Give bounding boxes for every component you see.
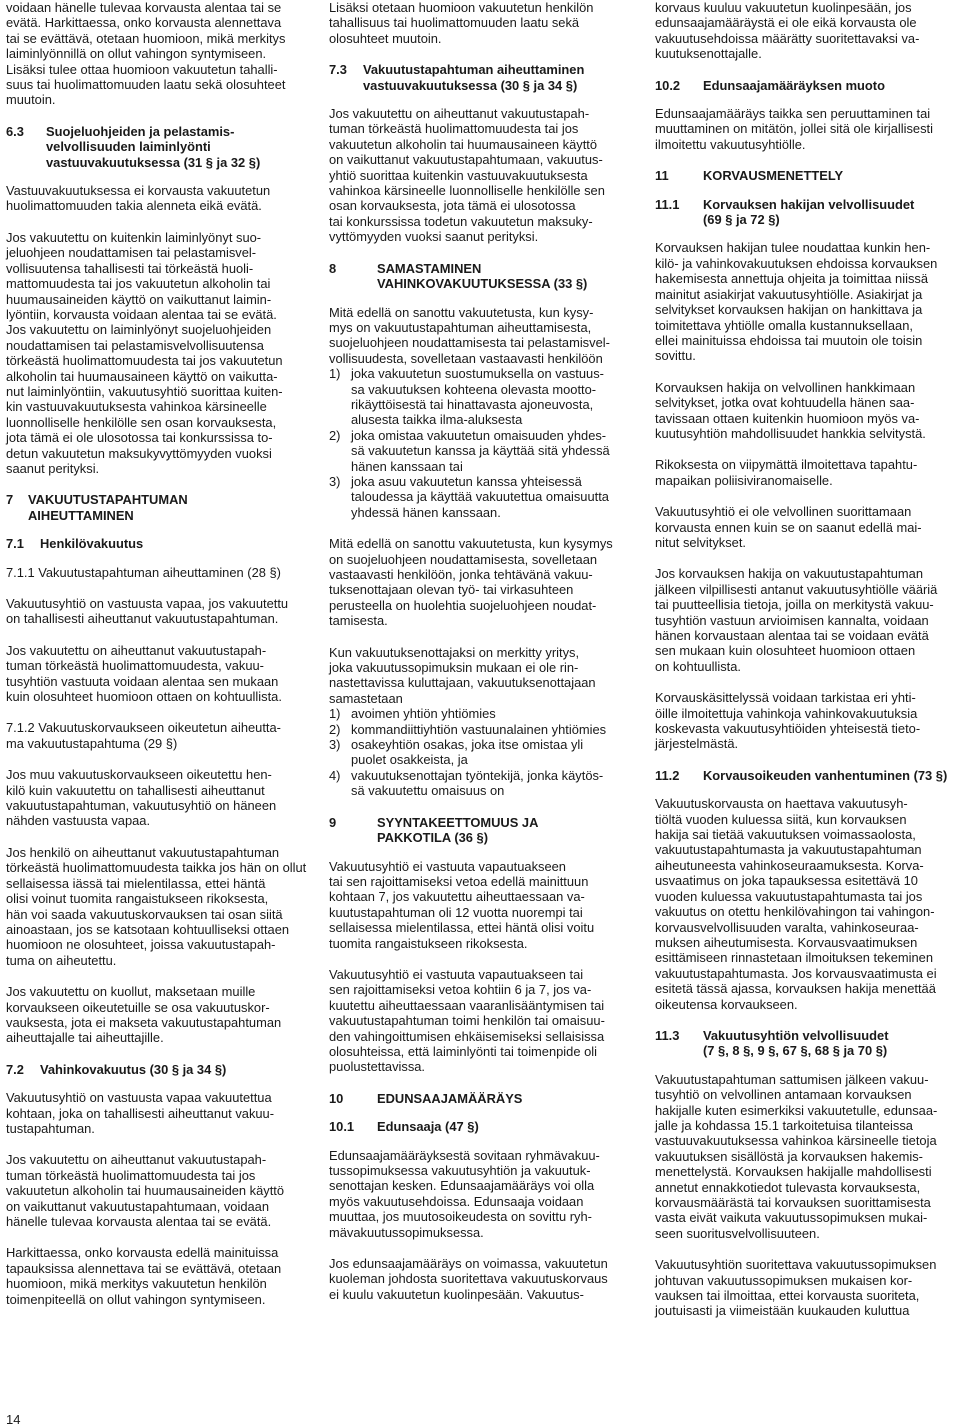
- list-text: joka vakuutetun suostumuksella on vastuus- sa vakuutuksen kohteena olevasta mootto- rikäyttöisestä tai hinattavasta ajoneuvosta, alusesta taikka ilma-aluksesta: [351, 366, 604, 428]
- section-title: Vakuutustapahtuman aiheuttaminen vastuuvakuutuksessa (30 § ja 34 §): [363, 62, 585, 93]
- column-right: [655, 0, 958, 1335]
- section-heading-10-1: [329, 1119, 633, 1134]
- section-number: 7: [6, 492, 14, 508]
- section-number: 10.1: [329, 1119, 355, 1135]
- list-item: [329, 706, 633, 721]
- section-number: 11.3: [655, 1027, 680, 1043]
- paragraph: Korvauskäsittelyssä voidaan tarkistaa eri yhti- öille ilmoitettuja vahinkoja vahinkovakuutuksia koskevasta vakuutusyhtiöiden yhteisestä tieto- järjestelmästä.: [655, 690, 921, 752]
- paragraph: Vakuutuskorvausta on haettava vakuutusyh- tiöltä vuoden kuluessa siitä, kun korvauksen hakija sai tietää vakuutuksen voimassaolosta, vakuutustapahtumasta ja vakuutustapahtuman aiheutuneesta vahinkoseuraamuksesta. Korva- usvaatimus on joka tapauksessa esitettävä 10 vuoden kuluessa vakuutustapahtumasta tai jos vakuutus on otettu henkilövahingon tai vahingon- korvausvelvollisuuden varalta, vahinkoseuraa- muksen aiheutumisesta. Korvausvaatimuksen esittämiseen rinnastetaan ilmoituksen tekeminen vakuutustapahtumasta. Jos korvausvaatimusta ei esitetä tässä ajassa, korvauksen hakija menettää oikeutensa korvaukseen.: [655, 796, 937, 1012]
- section-title: KORVAUSMENETTELY: [703, 168, 844, 184]
- section-title: EDUNSAAJAMÄÄRÄYS: [377, 1090, 523, 1106]
- section-heading-7-3: [329, 62, 633, 93]
- section-heading-7-1: [6, 536, 309, 551]
- subsection-heading-7-1-1: 7.1.1 Vakuutustapahtuman aiheuttaminen (28 §): [6, 564, 281, 580]
- section-heading-10: [329, 1091, 633, 1106]
- section-number: 11.2: [655, 767, 680, 783]
- section-title: Edunsaaja (47 §): [377, 1119, 479, 1135]
- paragraph: Harkittaessa, onko korvausta edellä mainituissa tapauksissa alennettava tai se evättävä, otetaan huomioon, mikä merkitys vakuutetun henkilön toimenpiteellä on ollut vahingon syntymiseen.: [6, 1245, 282, 1307]
- paragraph: Jos edunsaajamääräys on voimassa, vakuutetun kuoleman johdosta suoritettava vakuutuskorvaus ei kuulu vakuutetun kuolinpesään. Vakuutus-: [329, 1256, 608, 1302]
- list-item: [329, 428, 633, 474]
- section-title: Vakuutusyhtiön velvollisuudet (7 §, 8 §, 9 §, 67 §, 68 § ja 70 §): [703, 1027, 889, 1059]
- paragraph: Vakuutustapahtuman sattumisen jälkeen vakuu- tusyhtiö on velvollinen antamaan korvauksen hakijalle kuten esimerkiksi vakuutetulle, edunsaa- jalle ja kohdassa 15.1 tarkoitetuisa tilanteissa vastuuvakuutuksessa vahinkoa kärsineelle tietoja vakuutuksen sisällöstä ja korvauksen hakemis- menettelystä. Korvauksen hakijalle mahdollisesti annetut ennakkotiedot tulevasta korvauksesta, korvausmäärästä tai korvauksen suorittamisesta vasta eivät vaikuta vakuutussopimuksen mukai- seen suoritusvelvollisuuteen.: [655, 1071, 938, 1241]
- section-heading-7-2: [6, 1062, 309, 1077]
- paragraph: Edunsaajamääräys taikka sen peruuttaminen tai muuttaminen on mitätön, jollei sitä ole kirjallisesti ilmoitettu vakuutusyhtiölle.: [655, 106, 933, 152]
- paragraph: Vakuutusyhtiö on vastuusta vapaa, jos vakuutettu on tahallisesti aiheuttanut vakuutustapahtuman.: [6, 596, 289, 627]
- paragraph: Lisäksi otetaan huomioon vakuutetun henkilön tahallisuus tai huolimattomuuden laatu sekä olosuhteet muutoin.: [329, 0, 594, 46]
- section-number: 7.2: [6, 1061, 24, 1077]
- list-item: [329, 768, 633, 799]
- section-heading-7: [6, 492, 309, 523]
- list-text: avoimen yhtiön yhtiömies: [351, 706, 496, 722]
- column-left: [6, 0, 309, 1323]
- list-marker: 4): [329, 767, 341, 783]
- list-marker: 2): [329, 427, 341, 443]
- column-middle: [329, 0, 633, 1318]
- paragraph: Korvauksen hakija on velvollinen hankkimaan selvitykset, jotka ovat kohtuudella hänen saa- tavissaan ottaen kuitenkin huomioon myös va- kuutusyhtiön mahdollisuudet hankkia selvitystä.: [655, 379, 926, 441]
- paragraph: voidaan hänelle tulevaa korvausta alentaa tai se evätä. Harkittaessa, onko korvausta alennettava tai se evättävä, otetaan huomioon, mikä merkitys laiminlyönnillä on ollut vahingon syntymiseen. Lisäksi tulee ottaa huomioon vakuutetun tahalli- suus tai huolimattomuuden laatu sekä olosuhteet muutoin.: [6, 0, 286, 108]
- list-marker: 3): [329, 473, 341, 489]
- list-marker: 3): [329, 737, 341, 753]
- paragraph: Vakuutusyhtiö ei vastuuta vapautuakseen tai sen rajoittamiseksi vetoa kohtiin 6 ja 7, jos va- kuutettu aiheuttaessaan vaaranlisääntymisen tai vakuutustapahtuman toimi henkilön tai omaisuu- den vahingoittumisen ehkäisemiseksi sellaisissa olosuhteissa, että laiminlyönti tai toimenpide oli puolustettavissa.: [329, 966, 605, 1075]
- section-heading-10-2: [655, 78, 958, 93]
- list-text: osakeyhtiön osakas, joka itse omistaa yli puolet osakkeista, ja: [351, 737, 584, 768]
- section-heading-6-3: [6, 124, 309, 170]
- section-title: SAMASTAMINEN VAHINKOVAKUUTUKSESSA (33 §): [377, 260, 588, 292]
- list-item: [329, 474, 633, 520]
- page-number: 14: [6, 1412, 21, 1427]
- list-item: [329, 366, 633, 428]
- list-text: kommandiittiyhtiön vastuunalainen yhtiömies: [351, 721, 607, 737]
- paragraph: Mitä edellä on sanottu vakuutetusta, kun kysymys on suojeluohjeen noudattamisesta, sovelletaan vastaavasti henkilöön, jonka tehtävänä vakuu- tuksenottajaan olevan työ- tai virkasuhteen perusteella on huolehtia suojeluohjeen noudat- tamisesta.: [329, 536, 613, 629]
- section-number: 7.1: [6, 536, 24, 552]
- section-title: Vahinkovakuutus (30 § ja 34 §): [40, 1061, 227, 1077]
- paragraph: Vakuutusyhtiö ei vastuuta vapautuakseen tai sen rajoittamiseksi vetoa edellä mainittuun kohtaan 7, jos vakuutettu aiheuttaessaan va- kuutustapahtuman oli 12 vuotta nuorempi tai sellaisessa mielentilassa, ettei häntä olisi voitu tuomita rangaistukseen rikoksesta.: [329, 858, 595, 951]
- list-item: [329, 722, 633, 737]
- section-title: Edunsaajamääräyksen muoto: [703, 77, 885, 93]
- section-number: 7.3: [329, 62, 347, 78]
- section-title: VAKUUTUSTAPAHTUMAN AIHEUTTAMINEN: [28, 492, 188, 523]
- samastus-list: [329, 366, 633, 520]
- samastus-yritys-list: [329, 706, 633, 798]
- section-number: 11.1: [655, 196, 680, 212]
- paragraph: Jos korvauksen hakija on vakuutustapahtuman jälkeen vilpillisesti antanut vakuutusyhtiölle vääriä tai puutteellisia tietoja, joilla on merkitystä vakuu- tusyhtiön vastuun arvioimisen kannalta, voidaan hänen korvaustaan alentaa tai se voidaan evätä sen mukaan kuin olosuhteet huomioon ottaen on kohtuullista.: [655, 566, 938, 674]
- section-heading-11-3: [655, 1028, 958, 1059]
- section-number: 10.2: [655, 77, 681, 93]
- paragraph: Jos vakuutettu on kuollut, maksetaan muille korvaukseen oikeutetuille se osa vakuutuskor- vauksesta, jota ei makseta vakuutustapahtuman aiheuttajalle tai aiheuttajille.: [6, 984, 282, 1046]
- section-title: Suojeluohjeiden ja pelastamis- velvollisuuden laiminlyönti vastuuvakuutuksessa (31 § ja 32 §): [46, 123, 261, 170]
- list-marker: 1): [329, 706, 341, 722]
- paragraph: Vastuuvakuutuksessa ei korvausta vakuutetun huolimattomuuden takia alenneta eikä evätä.: [6, 183, 271, 214]
- paragraph: Korvauksen hakijan tulee noudattaa kunkin hen- kilö- ja vahinkovakuutuksen ehdoissa korvauksen hakemisesta annettuja ohjeita ja toimittaa niissä mainitut asiakirjat vakuutusyhtiölle. Asiakirjat ja selvitykset korvauksen hakijan on hankittava ja toimitettava yhtiölle omalla kustannuksellaan, ellei mainituissa ehdoissa tai muutoin ole toisin sovittu.: [655, 240, 938, 364]
- section-heading-11-2: [655, 768, 958, 783]
- list-marker: 1): [329, 366, 341, 382]
- section-title: SYYNTAKEETTOMUUS JA PAKKOTILA (36 §): [377, 814, 539, 846]
- section-title: Korvauksen hakijan velvollisuudet (69 § ja 72 §): [703, 196, 915, 228]
- paragraph: Vakuutusyhtiö ei ole velvollinen suorittamaan korvausta ennen kuin se on saanut edellä mai- nitut selvitykset.: [655, 504, 922, 550]
- paragraph: Edunsaajamääräyksestä sovitaan ryhmävakuu- tussopimuksessa vakuutusyhtiön ja vakuutuk- senottajan kesken. Edunsaajamääräys voi olla myös vakuutusehdoissa. Edunsaaja voidaan muuttaa, jos muutosoikeudesta on sovittu ryh- mävakuutussopimuksessa.: [329, 1147, 600, 1240]
- list-text: vakuutuksenottajan työntekijä, jonka käytös- sä vakuutettu omaisuus on: [351, 767, 604, 799]
- section-heading-9: [329, 815, 633, 846]
- section-title: Henkilövakuutus: [40, 536, 144, 552]
- paragraph: Jos muu vakuutuskorvaukseen oikeutettu hen- kilö kuin vakuutettu on tahallisesti aiheuttanut vakuutustapahtuman, vakuutusyhtiö on häneen nähden vastuusta vapaa.: [6, 767, 277, 829]
- paragraph: Jos vakuutettu on kuitenkin laiminlyönyt suo- jeluohjeen noudattamisen tai pelastamisvel- vollisuutensa tahallisesti tai törkeästä huoli- mattomuudesta tai jos vakuutetun alkoholin tai huumausaineiden käyttö on vaikuttanut laimin- lyöntiin, korvausta voidaan alentaa tai se evätä. Jos vakuutettu on laiminlyönyt suojeluohjeiden noudattamisen tai pelastamisvelvollisuutensa törkeästä huolimattomuudesta tai jos vakuutetun alkoholin tai huumausaineen käyttö on vaikutta- nut laiminlyöntiin, vakuutusyhtiö suorittaa kuiten- kin vastuuvakuutuksesta vahinkoa kärsineelle luonnolliselle henkilölle sen osan korvauksesta, jota tämä ei ole ulosotossa tai konkurssissa to- detun vakuutetun maksukyvyttömyyden vuoksi saanut perityksi.: [6, 229, 283, 476]
- section-number: 10: [329, 1090, 344, 1106]
- paragraph: Jos vakuutettu on aiheuttanut vakuutustapah- tuman törkeästä huolimattomuudesta tai jos vakuutetun alkoholin tai huumausaineen käyttö on vaikuttanut vakuutustapahtumaan, vakuutus- yhtiö suorittaa kuitenkin vastuuvakuutuksesta vahinkoa kärsineelle luonnolliselle henkilölle sen osan korvauksesta, jota tämä ei ulosotossa tai konkurssissa todetun vakuutetun maksuky- vyttömyyden vuoksi saanut perityksi.: [329, 106, 605, 245]
- subsection-heading-7-1-2: 7.1.2 Vakuutuskorvaukseen oikeutetun aiheutta- ma vakuutustapahtuma (29 §): [6, 720, 281, 751]
- list-text: joka asuu vakuutetun kanssa yhteisessä taloudessa ja käyttää vakuutettua omaisuutta yhdessä hänen kanssaan.: [351, 473, 609, 520]
- paragraph: Vakuutusyhtiö on vastuusta vapaa vakuutettua kohtaan, joka on tahallisesti aiheuttanut vakuu- tustapahtuman.: [6, 1090, 275, 1136]
- section-heading-11-1: [655, 197, 958, 228]
- section-title: Korvausoikeuden vanhentuminen (73 §): [703, 767, 948, 783]
- paragraph: Kun vakuutuksenottajaksi on merkitty yritys, joka vakuutussopimuksin mukaan ei ole rin- nastettavissa kuluttajaan, vakuutuksenottajaan samastetaan: [329, 644, 596, 706]
- list-marker: 2): [329, 721, 341, 737]
- paragraph: Vakuutusyhtiön suoritettava vakuutussopimuksen johtuvan vakuutussopimuksen mukaisen kor- vauksen tai ilmoittaa, ettei korvausta suoriteta, joutuisasti ja viimeistään kuukauden kuluttua: [655, 1257, 937, 1319]
- paragraph: Jos vakuutettu on aiheuttanut vakuutustapah- tuman törkeästä huolimattomuudesta, vakuu- tusyhtiön vastuuta voidaan alentaa sen mukaan kuin olosuhteet huomioon ottaen on kohtuullista.: [6, 642, 282, 705]
- section-number: 8: [329, 260, 337, 276]
- section-number: 6.3: [6, 123, 24, 139]
- list-text: joka omistaa vakuutetun omaisuuden yhdes- sä vakuutetun kanssa ja käyttää sitä yhdessä hänen kanssaan tai: [351, 427, 610, 474]
- section-number: 11: [655, 168, 669, 184]
- list-item: [329, 737, 633, 768]
- paragraph: Jos vakuutettu on aiheuttanut vakuutustapah- tuman törkeästä huolimattomuudesta tai jos vakuutetun alkoholin tai huumausaineiden käyttö on vaikuttanut vakuutustapahtumaan, voidaan hänelle tulevaa korvausta alentaa tai se evätä.: [6, 1152, 285, 1229]
- paragraph: korvaus kuuluu vakuutetun kuolinpesään, jos edunsaajamääräystä ei ole eikä korvausta ole vakuutusehdoissa määrätty suoritettavaksi va- kuutuksenottajalle.: [655, 0, 920, 62]
- section-heading-8: [329, 261, 633, 292]
- paragraph: Mitä edellä on sanottu vakuutetusta, kun kysy- mys on vakuutustapahtuman aiheuttamisesta, suojeluohjeen noudattamisesta tai pelastamisvel- vollisuudesta, sovelletaan vastaavasti henkilöön: [329, 304, 610, 366]
- section-number: 9: [329, 814, 337, 830]
- section-heading-11: [655, 168, 958, 183]
- paragraph: Jos henkilö on aiheuttanut vakuutustapahtuman törkeästä huolimattomuudesta taikka jos hän on ollut sellaisessa iässä tai mielentilassa, ettei häntä olisi voinut tuomita rangaistukseen rikoksesta, hän voi saada vakuutuskorvauksen tai osan siitä ainoastaan, jos se katsotaan kohtuulliseksi ottaen huomioon ne olosuhteet, joissa vakuutustapah- tuma on aiheutettu.: [6, 844, 307, 968]
- paragraph: Rikoksesta on viipymättä ilmoitettava tapahtu- mapaikan poliisiviranomaiselle.: [655, 457, 918, 488]
